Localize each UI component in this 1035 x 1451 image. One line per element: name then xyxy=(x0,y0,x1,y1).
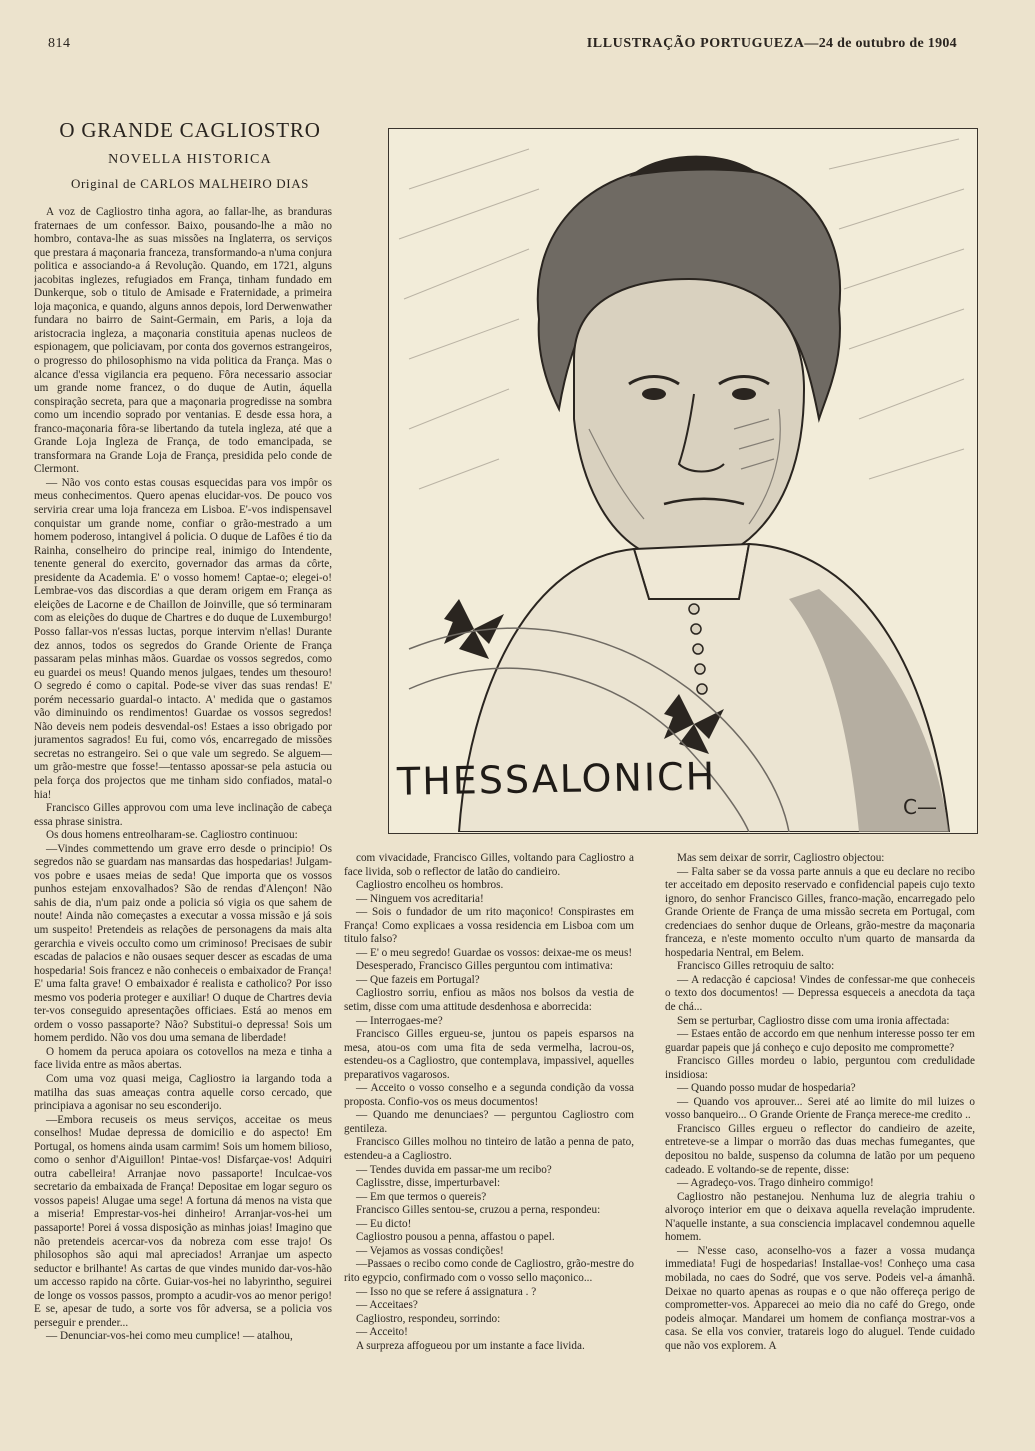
paragraph: — Acceitaes? xyxy=(356,1299,418,1312)
portrait-illustration xyxy=(388,128,978,834)
paragraph: — Não vos conto estas cousas esquecidas para vos impôr os meus conhecimentos. Quero apenas elucidar-vos. De pouco vos serviria crear uma loja franceza em Lisboa. E'-vos indispensavel conquistar um grande nome, confiar o grão-mestrado a um homem poderoso, intangivel á policia. O duque de Lafões é tio da Rainha, conselheiro do principe real, inimigo do Intendente, tenente general do exercito, governador das armas da côrte, presidente da Academia. E' o vosso homem! Captae-o; elegei-o! Lembrae-vos das discordias a que deram origem em França as eleições de Lacorne e de Chaillon de Joinville, que só terminaram com as eleições do duque de Chartres e do duque de Luxemburgo! Posso fallar-vos n'essas luctas, porque intervim n'ellas! Durante dez annos, todos os segredos do Grande Oriente de França passaram pelas minhas mãos. Guardae os vossos segredos, como eu guardei os meus! Quando menos julgaes, tendes um thesouro! O segredo é como o capital. Pode-se viver das suas rendas! E' porém necessario guardal-o intacto. A' medida que o gastamos vão diminuindo os rendimentos! Guardae os vossos segredos! Não deveis nem podeis desvendal-os! Estaes a isso obrigado por juramentos sagrados! Eu fui, como vós, encarregado de missões secretas no estrangeiro. Sei o que vale um segredo. Se alguem—um grão-mestre que fosse!—tentasso apossar-se pela astucia ou pela força dos projectos que me tinham sido confiados, matal-o hia! xyxy=(34,476,332,801)
text-column-2 xyxy=(344,852,634,1388)
paragraph: O homem da peruca apoiara os cotovellos na meza e tinha a face livida entre as mãos abertas. xyxy=(34,1045,332,1072)
paragraph: — Quando vos aprouver... Serei até ao limite do mil luizes o vosso banqueiro... O Grande Oriente de França merece-me credito .. xyxy=(665,1095,975,1122)
paragraph: —Vindes commettendo um grave erro desde o principio! Os segredos não se guardam nas mansardas das hospedarias! Julgam-vos pobre e usaes meias de seda! Que importa que os vossos punhos estejam enxovalhados? São de rendas d'Alençon! Não sahis de dia, n'um paiz onde a policia só vigia os que sahem de noute! Ainda não começastes a executar a vossa missão e já sois um suspeito! Pretendeis as relações de personagens da mais alta gerarchia e viveis occulto como um criminoso! Precisaes de subir escadas de palacios e não ousaes sequer descer as escadas de uma hospedaria! Sois francez e não conheceis o embaixador de França! E' uma falta grave! O embaixador é realista e catholico? Por isso mesmo vos poderia proteger e auxiliar! O duque de Chartres devia ter-vos conseguido apresentações officiaes. Está ao menos em ordem o vosso passaporte? Não? Substitui-o depressa! Sois um homem perdido. Não vos dou uma semana de liberdade! xyxy=(34,842,332,1045)
paragraph: Francisco Gilles approvou com uma leve inclinação de cabeça essa phrase sinistra. xyxy=(34,802,332,828)
paragraph: Caglisstre, disse, imperturbavel: xyxy=(356,1177,501,1190)
paragraph: — Quando posso mudar de hospedaria? xyxy=(677,1082,856,1095)
paragraph: — Isso no que se refere á assignatura . ? xyxy=(356,1285,537,1298)
illustration-caption: THESSALONICH xyxy=(396,754,717,804)
paragraph: Cagliostro, respondeu, sorrindo: xyxy=(356,1312,501,1325)
publication-name: ILLUSTRAÇÃO PORTUGUEZA xyxy=(586,36,805,51)
running-head xyxy=(587,36,957,52)
paragraph: — Vejamos as vossas condições! xyxy=(356,1244,504,1257)
text-column-1 xyxy=(34,206,332,1386)
paragraph: Cagliostro encolheu os hombros. xyxy=(356,879,504,892)
paragraph: — Acceito o vosso conselho e a segunda condição da vossa proposta. Confio-vos os meus documentos! xyxy=(344,1082,634,1108)
paragraph: Francisco Gilles sentou-se, cruzou a perna, respondeu: xyxy=(356,1204,601,1217)
paragraph: A voz de Cagliostro tinha agora, ao fallar-lhe, as branduras fraternaes de um confessor. Baixo, pousando-lhe a mão no hombro, contava-lhe as suas missões na Inglaterra, os serviços que prestara á maçonaria franceza, transformando-a n'uma conjura politica e associando-a á Revolução. Quando, em 1721, alguns jacobitas inglezes, refugiados em França, tinham fundado em Dunkerque, sob o titulo de Amisade e Fraternidade, a primeira loja maçonica, e quando, alguns annos depois, lord Derwenwather fundara no bairro de Saint-Germain, em Paris, a loja da aristocracia ingleza, a maçonaria constituia apenas nucleos de espionagem, que policiavam, por conta dos governos estrangeiros, o progresso do philosophismo na vida politica da França. Mas o alcance d'essa vigilancia era pequeno. Fôra necessario associar um grande nome francez, o do duque de Autin, áquella conspiração secreta, para que a maçonaria progredisse na sombra como um incendio soprado por ventanias. E desde essa hora, a franco-maçonaria fôra-se libertando da tutela ingleza, até que a Grande Loja Ingleza de França, de todo emancipada, se transformara na Grande Loja de França, presidida pelo conde de Clermont. xyxy=(34,206,332,476)
paragraph: Francisco Gilles mordeu o labio, perguntou com credulidade insidiosa: xyxy=(665,1055,975,1081)
paragraph: Francisco Gilles retroquiu de salto: xyxy=(677,960,835,973)
article-byline: Original de CARLOS MALHEIRO DIAS xyxy=(70,176,310,191)
paragraph: — Denunciar-vos-hei como meu cumplice! — atalhou, xyxy=(46,1330,293,1343)
paragraph: —Embora recuseis os meus serviços, acceitae os meus conselhos! Mudae depressa de domicilio e do aspecto! Em Portugal, os homens ainda usam carmim! Sois um homem bilioso, como o senhor d'Aiguillon! Pintae-vos! Disfarçae-vos! Adquiri outra cabelleira! Arranjae novo passaporte! Inculcae-vos secretario da embaixada de França! Depositae em logar seguro os vossos papeis! Alugae uma sege! A fortuna dá menos na vista que a miseria! Emprestar-vos-hei dinheiro! Arranjar-vos-hei um passaporte! Porei á vossa disposição as minhas joias! Imagino que não pretendeis acercar-vos da nobreza com esse trajo! Os philosophos são aqui mal apreciados! Arranjae um aspecto seductor e brilhante! As cartas de que vindes munido dar-vos-hão um accesso rapido na côrte. Guiar-vos-hei no labyrintho, seguirei de longe os vossos passos, prompto a acudir-vos ao menor perigo! E se, apesar de tudo, a sorte vos fôr adversa, se a policia vos perseguir e prender... xyxy=(34,1113,332,1329)
paragraph: —Passaes o recibo como conde de Cagliostro, grão-mestre do rito egypcio, confirmado com o vosso sello maçonico... xyxy=(344,1258,634,1284)
page-number: 814 xyxy=(48,36,71,51)
paragraph: Sem se perturbar, Cagliostro disse com uma ironia affectada: xyxy=(677,1014,950,1027)
article-title: O GRANDE CAGLIOSTRO xyxy=(59,118,321,142)
paragraph: Francisco Gilles molhou no tinteiro de latão a penna de pato, estendeu-a a Cagliostro. xyxy=(344,1136,634,1163)
paragraph: Com uma voz quasi meiga, Cagliostro ia largando toda a matilha das suas ameaças contra aquelle corso cercado, que principiava a agonisar no seu esconderijo. xyxy=(34,1073,332,1113)
paragraph: — Em que termos o quereis? xyxy=(356,1190,487,1203)
issue-date: —24 de outubro de 1904 xyxy=(804,36,957,51)
paragraph: Cagliostro sorriu, enfiou as mãos nos bolsos da vestia de setim, disse com uma attitude desdenhosa e aborrecida: xyxy=(344,987,634,1014)
paragraph: — Agradeço-vos. Trago dinheiro commigo! xyxy=(677,1177,874,1190)
paragraph: — Ninguem vos acreditaria! xyxy=(356,892,484,905)
paragraph: Cagliostro pousou a penna, affastou o papel. xyxy=(356,1231,555,1244)
paragraph: Os dous homens entreolharam-se. Cagliostro continuou: xyxy=(46,829,298,842)
paragraph: — E' o meu segredo! Guardae os vossos: deixae-me os meus! xyxy=(356,946,633,959)
paragraph: Desesperado, Francisco Gilles perguntou com intimativa: xyxy=(356,960,614,973)
paragraph: — Sois o fundador de um rito maçonico! Conspirastes em França! Como explicaes a vossa residencia em Lisboa com um titulo falso? xyxy=(344,906,634,946)
artist-signature: C— xyxy=(903,795,937,819)
paragraph: — Falta saber se da vossa parte annuis a que eu declare no recibo ter acceitado em deposito reservado e confidencial papeis cujo texto ignoro, do senhor Francisco Gilles, franco-mação, encarregado pelo Grande Oriente de França de uma missão secreta em Portugal, com credenciaes do senhor duque de Orleans, grão-mestre da maçonaria franceza, e n'este momento occulto n'um quarto de mansarda da hospedaria Nentral, em Belem. xyxy=(665,865,975,959)
text-column-3 xyxy=(665,852,975,1388)
paragraph: Francisco Gilles ergueu-se, juntou os papeis esparsos na mesa, atou-os com uma fita de seda vermelha, lacrou-os, estendeu-os a Cagliostro, que contemplava, impassivel, aquelles preparativos vagarosos. xyxy=(344,1028,634,1081)
paragraph: — Acceito! xyxy=(356,1326,408,1339)
paragraph: — Tendes duvida em passar-me um recibo? xyxy=(356,1163,552,1176)
paragraph: — Que fazeis em Portugal? xyxy=(356,973,480,986)
portrait-drawing-icon xyxy=(389,129,976,832)
paragraph: — A redacção é capciosa! Vindes de confessar-me que conheceis o texto dos documentos! — Depressa esqueceis a anecdota da taça de chá... xyxy=(665,973,975,1014)
article-subtitle: NOVELLA HISTORICA xyxy=(108,152,272,167)
paragraph: Mas sem deixar de sorrir, Cagliostro objectou: xyxy=(677,852,885,864)
paragraph: Francisco Gilles ergueu o reflector do candieiro de azeite, entreteve-se a limpar o morrão das duas mechas fumegantes, que depositou no balde, suspenso da columna de latão por um pequeno cadeado. E voltando-se de repente, disse: xyxy=(665,1122,975,1176)
paragraph: — Eu dicto! xyxy=(356,1217,412,1230)
paragraph: — Estaes então de accordo em que nenhum interesse posso ter em guardar papeis que já conheço e cujo deposito me compromette? xyxy=(665,1028,975,1054)
paragraph: com vivacidade, Francisco Gilles, voltando para Cagliostro a face livida, sob o reflector de latão do candieiro. xyxy=(344,852,634,878)
paragraph: — Quando me denunciaes? — perguntou Cagliostro com gentileza. xyxy=(344,1109,634,1135)
paragraph: A surpreza affogueou por um instante a face livida. xyxy=(356,1339,585,1352)
paragraph: — Interrogaes-me? xyxy=(356,1014,443,1027)
paragraph: — N'esse caso, aconselho-vos a fazer a vossa mudança immediata! Fugi de hospedarias! Installae-vos! Conheço uma casa mobilada, no caes do Sodré, que vos serve. Podeis vel-a ámanhã. Deixae no quarto apenas as roupas e o que não offereça perigo de comprometter-vos. Apparecei ao meio dia no café do Grego, onde podeis almoçar. Mandarei um homem de confiança mostrar-vos a casa. Se ella vos convier, tratareis logo do aluguel. Tende cuidado que não vos explorem. A xyxy=(665,1244,975,1352)
paragraph: Cagliostro não pestanejou. Nenhuma luz de alegria trahiu o alvoroço interior em que o deixava aquella revelação imprudente. N'aquelle instante, a sua consciencia implacavel condemnou aquelle homem. xyxy=(665,1190,975,1244)
